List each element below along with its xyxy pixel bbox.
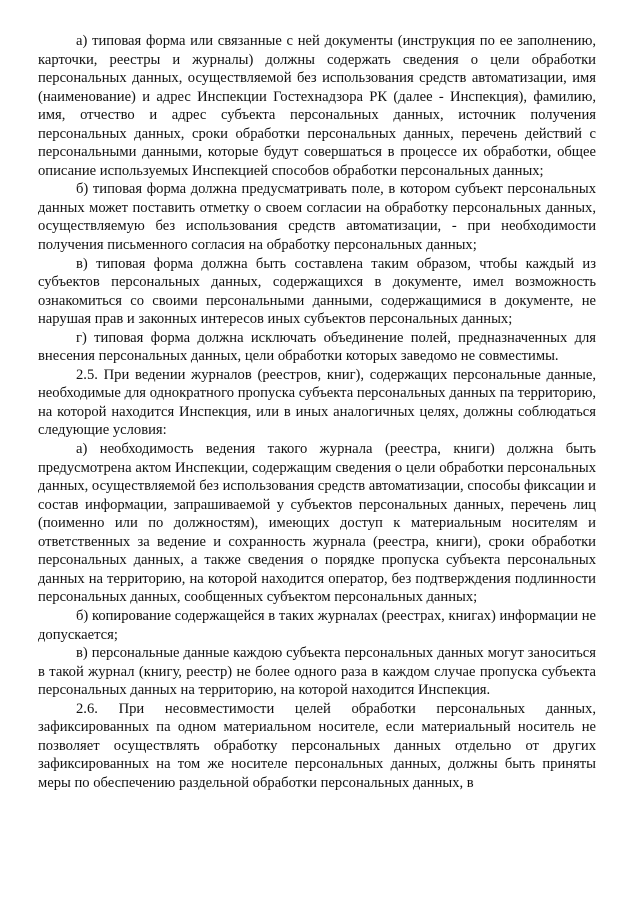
paragraph-form-requirements-c: в) типовая форма должна быть составлена таким образом, чтобы каждый из субъектов персональных данных, содержащихся в документе, имел возможность ознакомиться со своими персональными данными, содержащимися в документе, не нарушая прав и законных интересов иных субъектов персональных данных; bbox=[38, 255, 596, 328]
paragraph-journal-conditions-c: в) персональные данные каждою субъекта персональных данных могут заноситься в такой журнал (книгу, реестр) не более одного раза в каждом случае пропуска субъекта персональных данных на территорию, на которой находится Инспекция. bbox=[38, 645, 596, 699]
paragraph-section-2-6: 2.6. При несовместимости целей обработки персональных данных, зафиксированных па одном материальном носителе, если материальный носитель не позволяет осуществлять обработку персональных данных отдельно от других зафиксированных на том же носителе персональных данных, должны быть приняты меры по обеспечению раздельной обработки персональных данных, в bbox=[38, 700, 596, 791]
paragraph-form-requirements-d: г) типовая форма должна исключать объединение полей, предназначенных для внесения персональных данных, цели обработки которых заведомо не совместимы. bbox=[38, 329, 596, 365]
paragraph-form-requirements-b: б) типовая форма должна предусматривать поле, в котором субъект персональных данных может поставить отметку о своем согласии на обработку персональных данных, осуществляемую без использования средств автоматизации, - при необходимости получения письменного согласия на обработку персональных данных; bbox=[38, 181, 596, 254]
paragraph-form-requirements-a: а) типовая форма или связанные с ней документы (инструкция по ее заполнению, карточки, реестры и журналы) должны содержать сведения о цели обработки персональных данных, осуществляемой без использования средств автоматизации, имя (наименование) и адрес Инспекции Гостехнадзора РК (далее - Инспекция), фамилию, имя, отчество и адрес субъекта персональных данных, источник получения персональных данных, сроки обработки персональных данных, перечень действий с персональными данными, которые будут совершаться в процессе их обработки, общее описание используемых Инспекцией способов обработки персональных данных; bbox=[38, 33, 596, 179]
paragraph-section-2-5: 2.5. При ведении журналов (реестров, книг), содержащих персональные данные, необходимые для однократного пропуска субъекта персональных данных па территорию, на которой находится Инспекция, или в иных аналогичных целях, должны соблюдаться следующие условия: bbox=[38, 366, 596, 439]
document-page bbox=[38, 32, 596, 792]
paragraph-journal-conditions-a: а) необходимость ведения такого журнала (реестра, книги) должна быть предусмотрена актом Инспекции, содержащим сведения о цели обработки персональных данных, осуществляемой без использования средств автоматизации, способы фиксации и состав информации, запрашиваемой у субъектов персональных данных, перечень лиц (поименно или по должностям), имеющих доступ к материальным носителям и ответственных за ведение и сохранность журнала (реестра, книги), сроки обработки персональных данных, а также сведения о порядке пропуска субъекта персональных данных на территорию, на которой находится оператор, без подтверждения подлинности персональных данных, сообщенных субъектом персональных данных; bbox=[38, 441, 596, 606]
paragraph-journal-conditions-b: б) копирование содержащейся в таких журналах (реестрах, книгах) информации не допускается; bbox=[38, 607, 596, 643]
